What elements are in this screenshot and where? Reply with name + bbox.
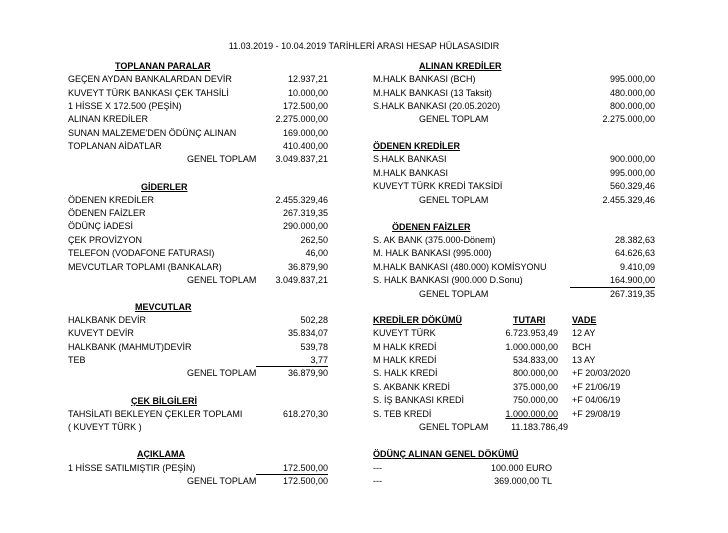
row-value: 750.000,00 — [512, 395, 558, 405]
row-value: 10.000,00 — [287, 88, 328, 98]
row-value: 290.000,00 — [282, 221, 328, 231]
row-label: 1 HİSSE SATILMIŞTIR (PEŞİN) — [68, 463, 196, 473]
row-value: 6.723.953,49 — [505, 328, 558, 338]
row-value: 36.879,90 — [287, 262, 328, 272]
row-value: 64.626,63 — [614, 248, 655, 258]
total-label: GENEL TOPLAM — [419, 289, 489, 299]
row-value: 995.000,00 — [609, 74, 655, 84]
sum-line — [570, 287, 655, 288]
section-heading: ÖDENEN FAİZLER — [392, 222, 471, 232]
row-label: KUVEYT DEVİR — [68, 328, 134, 338]
row-value: 502,28 — [300, 315, 328, 325]
row-value: 172.500,00 — [282, 101, 328, 111]
total-value: 3.049.837,21 — [275, 275, 328, 285]
section-heading: ÖDÜNÇ ALINAN GENEL DÖKÜMÜ — [373, 449, 519, 459]
row-label: ÇEK PROVİZYON — [68, 235, 143, 245]
row-label: KUVEYT TÜRK KREDİ TAKSİDİ — [373, 181, 503, 191]
total-label: GENEL TOPLAM — [187, 275, 257, 285]
row-value: 618.270,30 — [282, 409, 328, 419]
row-label: M.HALK BANKASI — [373, 168, 449, 178]
total-label: GENEL TOPLAM — [187, 154, 257, 164]
total-label: GENEL TOPLAM — [187, 476, 257, 486]
row-vade: +F 21/06/19 — [572, 382, 621, 392]
row-value: 1.000.000,00 — [505, 342, 558, 352]
row-vade: BCH — [572, 342, 592, 352]
row-label: M.HALK BANKASI (13 Taksit) — [373, 88, 492, 98]
row-label: ALINAN KREDİLER — [68, 114, 149, 124]
total-value: 3.049.837,21 — [275, 154, 328, 164]
row-value: 12.937,21 — [287, 74, 328, 84]
row-value: 2.455.329,46 — [275, 195, 328, 205]
total-label: GENEL TOPLAM — [419, 114, 489, 124]
row-value: 480.000,00 — [609, 88, 655, 98]
row-value: 262,50 — [300, 235, 328, 245]
row-label: S. İŞ BANKASI KREDİ — [373, 395, 465, 405]
column-header-tutar: TUTARI — [513, 315, 546, 325]
row-value: 169.000,00 — [282, 128, 328, 138]
row-label: --- — [373, 463, 382, 473]
row-value: 560.329,46 — [609, 181, 655, 191]
row-label: S. AK BANK (375.000-Dönem) — [373, 235, 496, 245]
section-heading: GİDERLER — [141, 182, 188, 192]
row-label: S.HALK BANKASI — [373, 154, 447, 164]
row-value: 534.833,00 — [512, 355, 558, 365]
row-label: ÖDENEN FAİZLER — [68, 208, 146, 218]
total-value: 11.183.786,49 — [511, 422, 568, 432]
row-value: 35.834,07 — [287, 328, 328, 338]
total-value: 267.319,35 — [609, 289, 655, 299]
row-label: HALKBANK (MAHMUT)DEVİR — [68, 342, 192, 352]
row-label: HALKBANK DEVİR — [68, 315, 147, 325]
row-label: M HALK KREDİ — [373, 342, 437, 352]
row-value: 267.319,35 — [282, 208, 328, 218]
row-value: 164.900,00 — [609, 275, 655, 285]
section-heading: TOPLANAN PARALAR — [115, 61, 211, 71]
row-label: ÖDENEN KREDİLER — [68, 195, 155, 205]
row-label: KUVEYT TÜRK — [373, 328, 436, 338]
row-label: 1 HİSSE X 172.500 (PEŞİN) — [68, 101, 182, 111]
total-value: 172.500,00 — [282, 476, 328, 486]
row-value: 28.382,63 — [614, 235, 655, 245]
section-heading: ÖDENEN KREDİLER — [373, 141, 461, 151]
row-value: 375.000,00 — [512, 382, 558, 392]
row-value: 100.000 EURO — [490, 463, 552, 473]
row-label: ( KUVEYT TÜRK ) — [68, 422, 142, 432]
row-vade: +F 04/06/19 — [572, 395, 621, 405]
row-value: 410.400,00 — [282, 141, 328, 151]
row-value: 1.000.000,00 — [505, 409, 558, 419]
page-title: 11.03.2019 - 10.04.2019 TARİHLERİ ARASI HESAP HÜLASASIDIR — [228, 41, 500, 51]
total-label: GENEL TOPLAM — [419, 195, 489, 205]
row-label: KUVEYT TÜRK BANKASI ÇEK TAHSİLİ — [68, 88, 229, 98]
row-value: 9.410,09 — [619, 262, 655, 272]
row-label: SUNAN MALZEME'DEN ÖDÜNÇ ALINAN — [68, 128, 237, 138]
row-value: 900.000,00 — [609, 154, 655, 164]
column-header-vade: VADE — [572, 315, 597, 325]
total-label: GENEL TOPLAM — [419, 422, 489, 432]
sum-line — [256, 366, 328, 367]
section-heading: MEVCUTLAR — [135, 302, 192, 312]
row-label: MEVCUTLAR TOPLAMI (BANKALAR) — [68, 262, 222, 272]
row-value: 995.000,00 — [609, 168, 655, 178]
row-label: TELEFON (VODAFONE FATURASI) — [68, 248, 215, 258]
row-label: TEB — [68, 355, 86, 365]
row-value: 172.500,00 — [282, 463, 328, 473]
row-label: M. HALK BANKASI (995.000) — [373, 248, 492, 258]
total-value: 2.455.329,46 — [602, 195, 655, 205]
sum-line — [256, 474, 328, 475]
row-vade: 12 AY — [572, 328, 596, 338]
row-value: 46,00 — [305, 248, 328, 258]
total-value: 2.275.000,00 — [602, 114, 655, 124]
row-label: S. HALK KREDİ — [373, 368, 438, 378]
section-heading: ÇEK BİLGİLERİ — [131, 396, 198, 406]
row-label: S. AKBANK KREDİ — [373, 382, 451, 392]
row-label: M HALK KREDİ — [373, 355, 437, 365]
section-heading: ALINAN KREDİLER — [419, 61, 502, 71]
total-value: 36.879,90 — [287, 368, 328, 378]
total-label: GENEL TOPLAM — [187, 368, 257, 378]
row-value: 800.000,00 — [512, 368, 558, 378]
row-label: S.HALK BANKASI (20.05.2020) — [373, 101, 501, 111]
row-label: S. TEB KREDİ — [373, 409, 432, 419]
row-label: S. HALK BANKASI (900.000 D.Sonu) — [373, 275, 523, 285]
row-value: 369.000,00 TL — [494, 476, 552, 486]
row-vade: +F 20/03/2020 — [572, 368, 631, 378]
row-value: 2.275.000,00 — [275, 114, 328, 124]
row-label: --- — [373, 476, 382, 486]
section-heading: AÇIKLAMA — [137, 449, 185, 459]
row-label: GEÇEN AYDAN BANKALARDAN DEVİR — [68, 74, 232, 84]
row-label: TOPLANAN AİDATLAR — [68, 141, 162, 151]
row-value: 800.000,00 — [609, 101, 655, 111]
row-label: ÖDÜNÇ İADESİ — [68, 221, 134, 231]
row-label: M.HALK BANKASI (BCH) — [373, 74, 476, 84]
row-vade: +F 29/08/19 — [572, 409, 621, 419]
row-value: 539,78 — [300, 342, 328, 352]
row-vade: 13 AY — [572, 355, 596, 365]
section-heading: KREDİLER DÖKÜMÜ — [373, 315, 462, 325]
row-label: M.HALK BANKASI (480.000) KOMİSYONU — [373, 262, 547, 272]
row-label: TAHSİLATI BEKLEYEN ÇEKLER TOPLAMI — [68, 409, 243, 419]
row-value: 3,77 — [310, 355, 328, 365]
